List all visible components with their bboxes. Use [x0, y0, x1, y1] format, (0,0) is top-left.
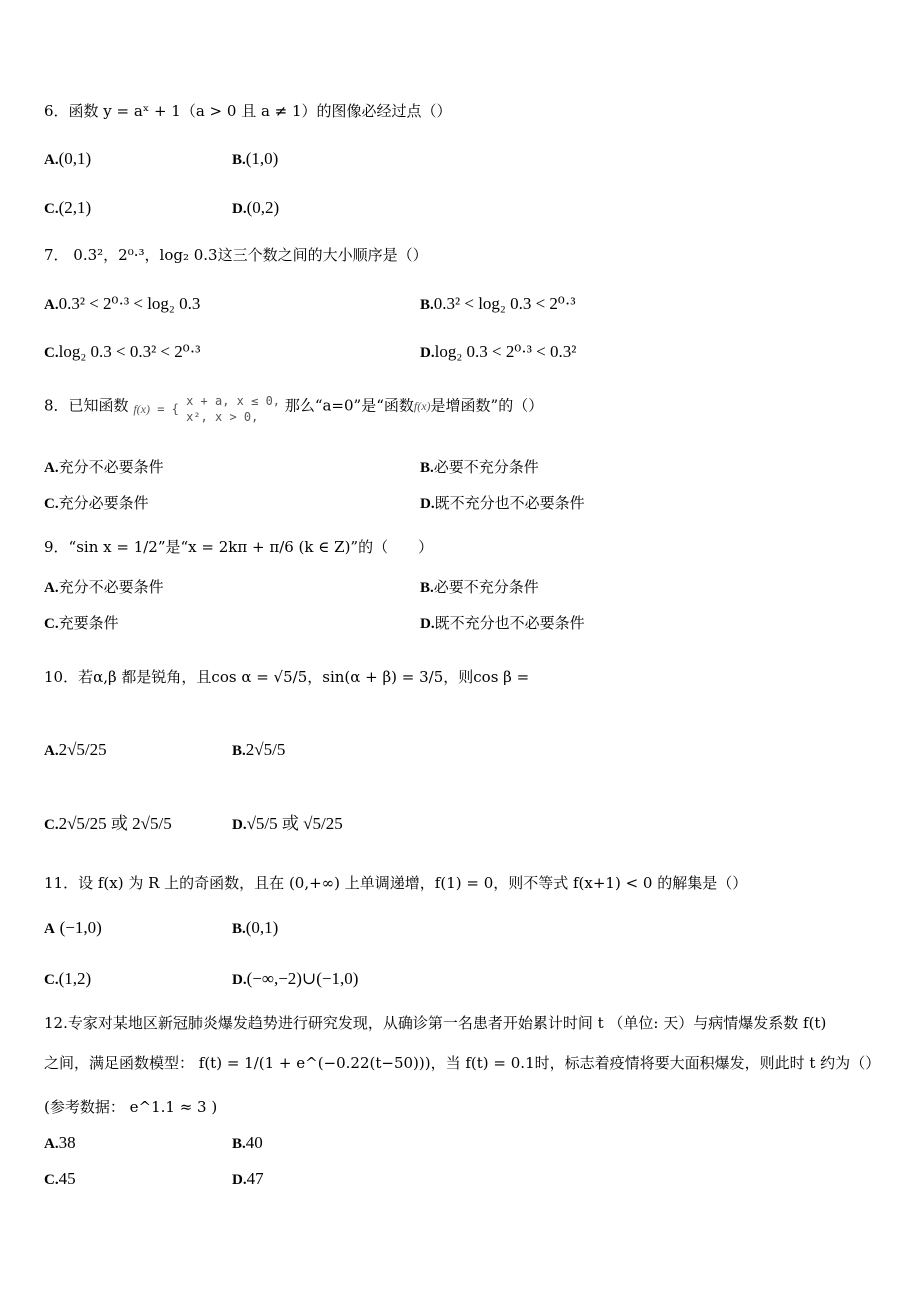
- q10-option-a[interactable]: [44, 740, 107, 760]
- q10-option-d[interactable]: [232, 814, 343, 834]
- q10-stem: 10．若α,β 都是锐角，且cos α = √5/5，sin(α + β) = 3/5，则cos β =: [44, 668, 530, 686]
- option-text: (−∞,−2)∪(−1,0): [246, 969, 359, 988]
- fx-label: f(x): [133, 402, 150, 417]
- option-label: C.: [44, 972, 59, 988]
- q12-line2: 之间，满足函数模型： f(t) = 1/(1 + e^(−0.22(t−50)))，当 f(t) = 0.1时，标志着疫情将要大面积爆发，则此时 t 约为（）: [44, 1054, 881, 1072]
- q11-option-d[interactable]: [232, 969, 358, 989]
- piecewise-function: f(x) = { x + a, x ≤ 0, x², x > 0,: [133, 394, 281, 424]
- option-text: log₂ 0.3 < 2⁰·³ < 0.3²: [434, 342, 577, 361]
- option-text: 充分不必要条件: [58, 458, 164, 476]
- option-label: C.: [44, 616, 59, 632]
- option-label: A.: [44, 743, 59, 759]
- q7-option-c[interactable]: [44, 342, 200, 362]
- option-text: (1,2): [58, 969, 92, 988]
- option-text: (0,1): [245, 918, 279, 937]
- option-text: 必要不充分条件: [433, 458, 539, 476]
- option-text: 既不充分也不必要条件: [434, 494, 585, 512]
- option-text: log₂ 0.3 < 0.3² < 2⁰·³: [58, 342, 201, 361]
- option-text: √5/5 或 √5/25: [246, 814, 343, 833]
- option-label: C.: [44, 817, 59, 833]
- q8-stem-b: 那么“a=0”是“函数: [284, 396, 414, 415]
- option-label: B.: [232, 743, 246, 759]
- q12-option-a[interactable]: [44, 1133, 76, 1153]
- q8-option-d[interactable]: [420, 494, 585, 513]
- q9-stem: 9．“sin x = 1/2”是“x = 2kπ + π/6 (k ∈ Z)”的（ ）: [44, 538, 434, 556]
- piece-2: x², x > 0,: [186, 409, 259, 424]
- option-text: 充分必要条件: [58, 494, 149, 512]
- q9-option-d[interactable]: [420, 614, 585, 633]
- option-label: C.: [44, 201, 59, 217]
- q9-option-b[interactable]: [420, 578, 539, 597]
- option-text: 2√5/5: [245, 740, 286, 759]
- option-text: 40: [245, 1133, 263, 1152]
- q6-option-a[interactable]: [44, 149, 91, 169]
- q7-option-b[interactable]: [420, 294, 576, 314]
- q7-option-d[interactable]: [420, 342, 576, 362]
- option-text: (0,2): [246, 198, 280, 217]
- option-text: 47: [246, 1169, 264, 1188]
- option-text: 0.3² < log₂ 0.3 < 2⁰·³: [433, 294, 576, 313]
- q8-option-b[interactable]: [420, 458, 539, 477]
- fx-label-2: f(x): [413, 398, 431, 413]
- option-label: A.: [44, 152, 59, 168]
- option-label: B.: [232, 921, 246, 937]
- q6-option-c[interactable]: [44, 198, 91, 218]
- option-label: A.: [44, 580, 59, 596]
- option-text: (2,1): [58, 198, 92, 217]
- q8-option-c[interactable]: [44, 494, 149, 513]
- option-label: D.: [232, 972, 247, 988]
- option-label: B.: [232, 1136, 246, 1152]
- q12-option-d[interactable]: [232, 1169, 264, 1189]
- option-label: B.: [232, 152, 246, 168]
- q11-stem: 11．设 f(x) 为 R 上的奇函数，且在 (0,+∞) 上单调递增，f(1) = 0，则不等式 f(x+1) < 0 的解集是（）: [44, 874, 748, 892]
- q11-option-a[interactable]: [44, 918, 102, 938]
- option-label: D.: [420, 496, 435, 512]
- option-text: 必要不充分条件: [433, 578, 539, 596]
- q9-option-c[interactable]: [44, 614, 119, 633]
- option-text: 38: [58, 1133, 76, 1152]
- option-label: D.: [232, 201, 247, 217]
- option-text: 45: [58, 1169, 76, 1188]
- q12-line3: (参考数据： e^1.1 ≈ 3 ): [44, 1098, 218, 1116]
- q6-stem: 6．函数 y = aˣ + 1（a > 0 且 a ≠ 1）的图像必经过点（）: [44, 102, 452, 120]
- option-label: B.: [420, 460, 434, 476]
- option-text: 充要条件: [58, 614, 119, 632]
- q12-line1: 12.专家对某地区新冠肺炎爆发趋势进行研究发现，从确诊第一名患者开始累计时间 t （单位: 天）与病情爆发系数 f(t): [44, 1014, 827, 1032]
- option-label: C.: [44, 496, 59, 512]
- option-text: (−1,0): [59, 918, 102, 937]
- q12-option-b[interactable]: [232, 1133, 263, 1153]
- option-text: (1,0): [245, 149, 279, 168]
- option-label: D.: [420, 616, 435, 632]
- option-text: 既不充分也不必要条件: [434, 614, 585, 632]
- option-text: (0,1): [58, 149, 92, 168]
- q8-stem: [44, 388, 543, 425]
- option-label: A.: [44, 460, 59, 476]
- option-label: B.: [420, 580, 434, 596]
- q9-option-a[interactable]: [44, 578, 164, 597]
- option-label: C.: [44, 345, 59, 361]
- option-text: 0.3² < 2⁰·³ < log₂ 0.3: [58, 294, 201, 313]
- q8-option-a[interactable]: [44, 458, 164, 477]
- option-text: 充分不必要条件: [58, 578, 164, 596]
- q10-option-c[interactable]: [44, 814, 172, 834]
- q6-option-b[interactable]: [232, 149, 278, 169]
- q7-option-a[interactable]: [44, 294, 200, 314]
- q12-option-c[interactable]: [44, 1169, 76, 1189]
- q8-stem-a: 8．已知函数: [44, 396, 129, 415]
- option-label: D.: [232, 1172, 247, 1188]
- q11-option-b[interactable]: [232, 918, 278, 938]
- option-label: A.: [44, 1136, 59, 1152]
- option-label: A.: [44, 297, 59, 313]
- q8-stem-c: 是增函数”的（）: [430, 396, 544, 415]
- option-label: D.: [232, 817, 247, 833]
- option-text: 2√5/25 或 2√5/5: [58, 814, 172, 833]
- option-label: C.: [44, 1172, 59, 1188]
- option-label: D.: [420, 345, 435, 361]
- option-text: 2√5/25: [58, 740, 107, 759]
- q7-stem: 7． 0.3²，2⁰·³，log₂ 0.3这三个数之间的大小顺序是（）: [44, 246, 428, 264]
- option-label: A: [44, 921, 55, 937]
- option-label: B.: [420, 297, 434, 313]
- q11-option-c[interactable]: [44, 969, 91, 989]
- piece-1: x + a, x ≤ 0,: [186, 394, 281, 408]
- q6-option-d[interactable]: [232, 198, 279, 218]
- q10-option-b[interactable]: [232, 740, 285, 760]
